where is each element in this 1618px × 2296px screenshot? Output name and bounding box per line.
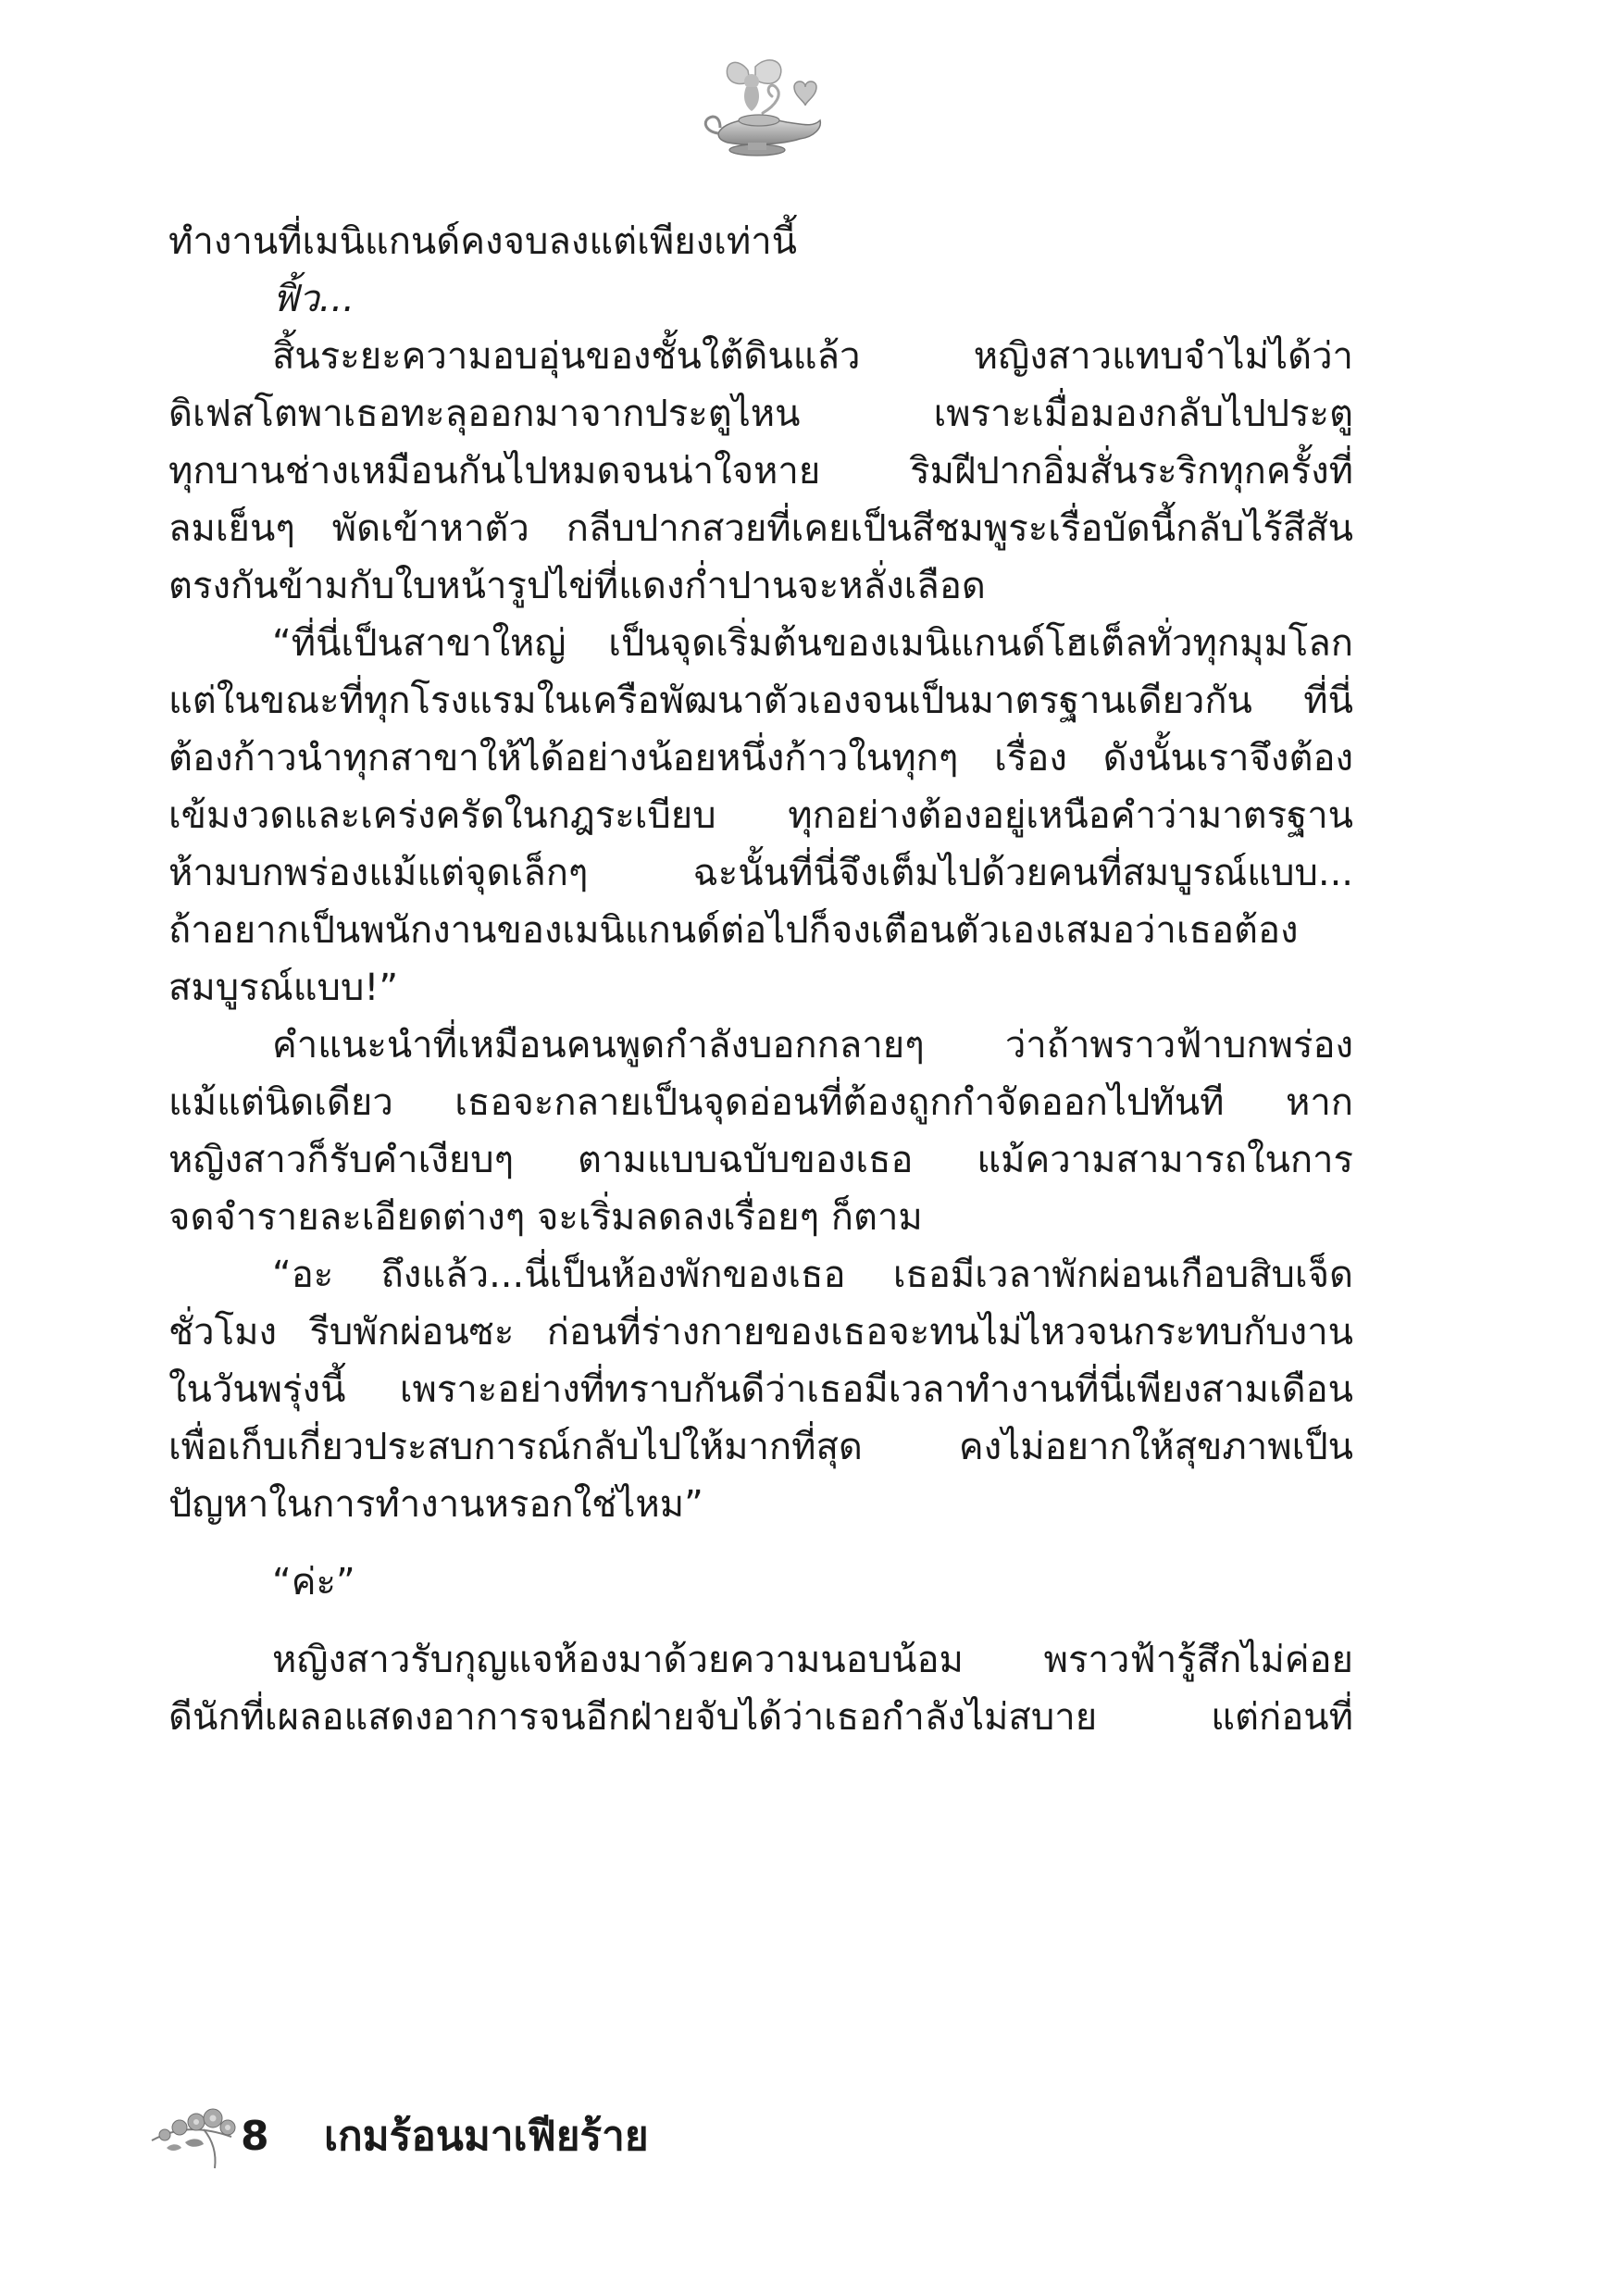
text-line: ถ้าอยากเป็นพนักงานของเมนิแกนด์ต่อไปก็จงเตือนตัวเองเสมอว่าเธอต้อง [168,909,1299,952]
text-line: ห้ามบกพร่องแม้แต่จุดเล็กๆ ฉะนั้นที่นี่จึงเต็มไปด้วยคนที่สมบูรณ์แบบ... [168,852,1353,894]
page-footer [148,2100,981,2174]
text-line: ทำงานที่เมนิแกนด์คงจบลงแต่เพียงเท่านี้ [168,220,798,263]
text-line: คำแนะนำที่เหมือนคนพูดกำลังบอกกลายๆ ว่าถ้าพราวฟ้าบกพร่อง [272,1024,1353,1067]
text-line: เข้มงวดและเคร่งครัดในกฎระเบียบ ทุกอย่างต้องอยู่เหนือคำว่ามาตรฐาน [168,794,1353,837]
text-line: แม้แต่นิดเดียว เธอจะกลายเป็นจุดอ่อนที่ต้องถูกกำจัดออกไปทันที หาก [168,1081,1353,1124]
text-line: ดีนักที่เผลอแสดงอาการจนอีกฝ่ายจับได้ว่าเธอกำลังไม่สบาย แต่ก่อนที่ [168,1696,1353,1739]
text-line: จดจำรายละเอียดต่างๆ จะเริ่มลดลงเรื่อยๆ ก็ตาม [168,1196,923,1239]
text-line: ดิเฟสโตพาเธอทะลุออกมาจากประตูไหน เพราะเมื่อมองกลับไปประตู [168,393,1353,435]
text-line: ทุกบานช่างเหมือนกันไปหมดจนน่าใจหาย ริมฝีปากอิ่มสั่นระริกทุกครั้งที่ [168,450,1353,493]
book-title: เกมร้อนมาเฟียร้าย [324,2113,649,2160]
text-line: “ค่ะ” [272,1561,355,1603]
text-line: ต้องก้าวนำทุกสาขาให้ได้อย่างน้อยหนึ่งก้าวในทุกๆ เรื่อง ดังนั้นเราจึงต้อง [168,737,1353,780]
text-line: ฟิ้ว... [272,278,355,320]
text-line: ปัญหาในการทำงานหรอกใช่ไหม” [168,1483,703,1526]
text-line: เพื่อเก็บเกี่ยวประสบการณ์กลับไปให้มากที่สุด คงไม่อยากให้สุขภาพเป็น [168,1426,1353,1468]
orchid-branch-icon [148,2100,241,2174]
text-line: ตรงกันข้ามกับใบหน้ารูปไข่ที่แดงก่ำปานจะหลั่งเลือด [168,565,986,607]
text-line: ลมเย็นๆ พัดเข้าหาตัว กลีบปากสวยที่เคยเป็นสีชมพูระเรื่อบัดนี้กลับไร้สีสัน [168,507,1353,550]
text-line: สมบูรณ์แบบ!” [168,967,399,1009]
text-line: “อะ ถึงแล้ว...นี่เป็นห้องพักของเธอ เธอมีเวลาพักผ่อนเกือบสิบเจ็ด [272,1254,1353,1296]
text-line: ในวันพรุ่งนี้ เพราะอย่างที่ทราบกันดีว่าเธอมีเวลาทำงานที่นี่เพียงสามเดือน [168,1368,1353,1411]
text-line: สิ้นระยะความอบอุ่นของชั้นใต้ดินแล้ว หญิงสาวแทบจำไม่ได้ว่า [272,335,1353,378]
text-line: ชั่วโมง รีบพักผ่อนซะ ก่อนที่ร่างกายของเธอจะทนไม่ไหวจนกระทบกับงาน [168,1311,1353,1354]
text-line: “ที่นี่เป็นสาขาใหญ่ เป็นจุดเริ่มต้นของเมนิแกนด์โฮเต็ลทั่วทุกมุมโลก [272,622,1353,665]
text-line: หญิงสาวรับกุญแจห้องมาด้วยความนอบน้อม พราวฟ้ารู้สึกไม่ค่อย [272,1639,1353,1681]
magic-lamp-with-cupid-icon [691,54,829,165]
text-line: แต่ในขณะที่ทุกโรงแรมในเครือพัฒนาตัวเองจนเป็นมาตรฐานเดียวกัน ที่นี่ [168,680,1353,722]
chapter-text [168,213,1353,1746]
page-number: 8 [241,2113,269,2160]
text-line: หญิงสาวก็รับคำเงียบๆ ตามแบบฉบับของเธอ แม้ความสามารถในการ [168,1139,1353,1181]
